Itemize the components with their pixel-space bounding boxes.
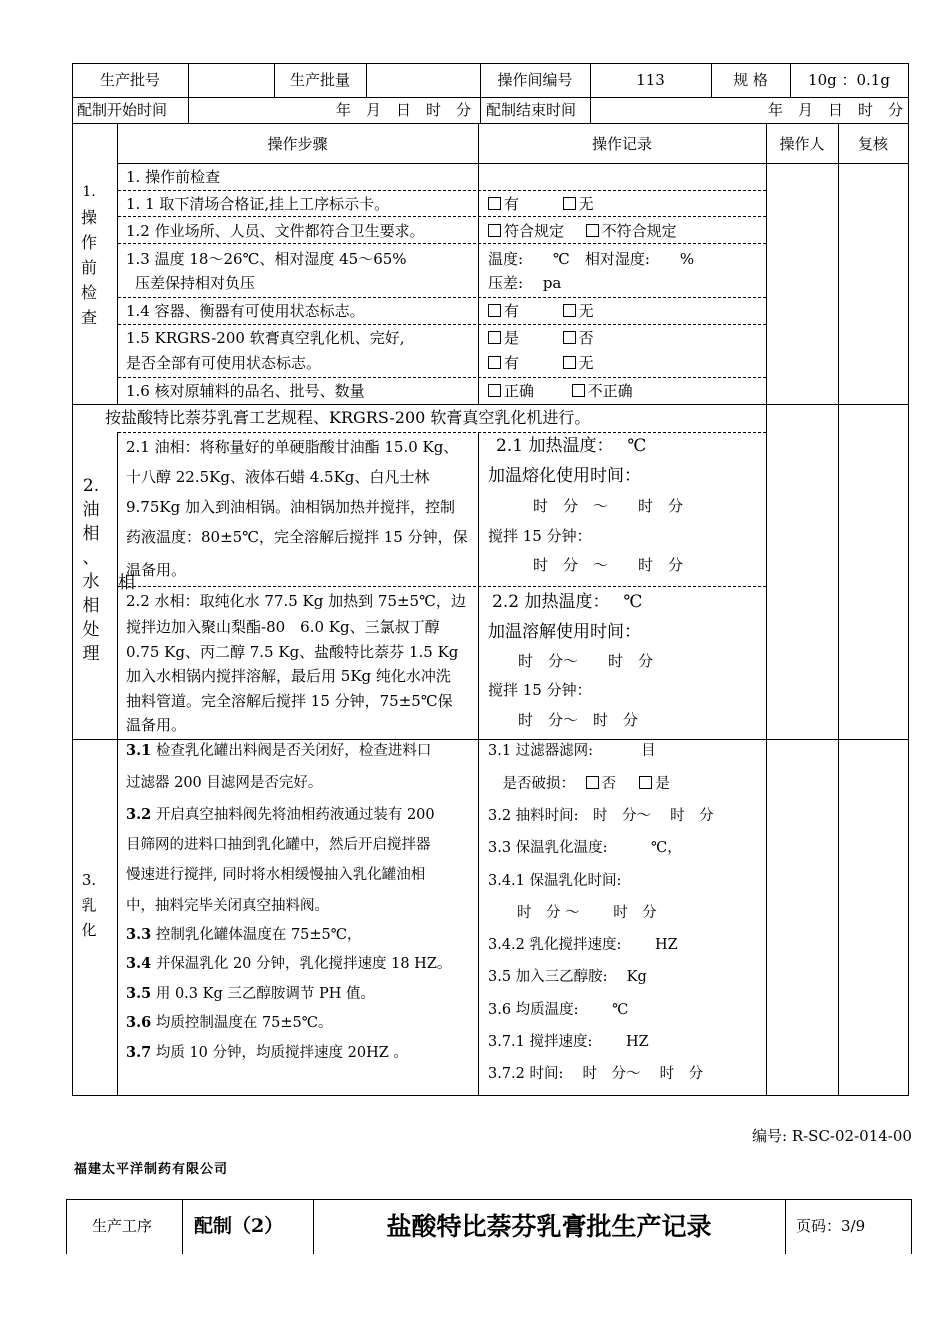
batch-qty-label: 生产批量 [289, 71, 350, 89]
oil-record-line: 时 分 ～ 时 分 [488, 497, 684, 515]
water-record-line: 加温溶解使用时间： [488, 622, 641, 642]
emulsify-record-line: 3.3 保温乳化温度: ℃， [488, 840, 682, 856]
step-1-1: 1. 1 取下清场合格证,挂上工序标示卡。 [126, 195, 390, 213]
water-record-line: 2.2 加热温度： ℃ [492, 592, 643, 612]
record-1-5-line2: 有 无 [488, 353, 594, 373]
emulsify-record-line: 3.4.2 乳化搅拌速度: HZ [488, 937, 678, 953]
record-1-4: 有 无 [488, 301, 594, 321]
document-number: 编号: R-SC-02-014-00 [752, 1127, 912, 1145]
reviewer-column-header: 复核 [857, 135, 888, 153]
start-time-label: 配制开始时间 [77, 101, 168, 119]
record-title: 盐酸特比萘芬乳膏批生产记录 [386, 1212, 712, 1241]
step-1-5-line1: 1.5 KRGRS-200 软膏真空乳化机、完好, [126, 329, 405, 347]
operator-column-header: 操作人 [779, 135, 825, 153]
record-1-5-line1: 是 否 [488, 328, 594, 348]
oil-step-line: 药液温度：80±5℃，完全溶解后搅拌 15 分钟，保 [126, 528, 468, 546]
end-time-value[interactable]: 年 月 日 时 分 [768, 101, 904, 119]
start-time-value[interactable]: 年 月 日 时 分 [336, 101, 472, 119]
emulsify-record-line: 3.4.1 保温乳化时间: [488, 873, 622, 889]
record-1-6: 正确 不正确 [488, 381, 633, 401]
oil-record-line: 时 分 ～ 时 分 [488, 556, 684, 574]
oil-step-line: 温备用。 [126, 561, 187, 579]
water-record-line: 搅拌 15 分钟： [488, 681, 592, 699]
water-record-line: 时 分～ 时 分 [488, 652, 654, 670]
checkbox-yes[interactable] [488, 331, 501, 344]
water-step-line: 抽料管道。完全溶解后搅拌 15 分钟，75±5℃保 [126, 692, 453, 710]
emulsify-step-line: 3.5 用 0.3 Kg 三乙醇胺调节 PH 值。 [126, 985, 375, 1002]
checkbox-compliant[interactable] [488, 224, 501, 237]
oil-record-line: 加温熔化使用时间： [488, 466, 641, 486]
record-1-2: 符合规定 不符合规定 [488, 221, 677, 241]
checkbox-noncompliant[interactable] [586, 224, 599, 237]
oil-record-line: 2.1 加热温度： ℃ [496, 436, 647, 456]
emulsify-step-line: 3.2 开启真空抽料阀先将油相药液通过装有 200 [126, 806, 435, 823]
emulsify-record-line: 是否破损： 否 是 [488, 776, 670, 792]
checkbox-yes[interactable] [488, 197, 501, 210]
step-1-3-line2: 压差保持相对负压 [135, 274, 256, 292]
water-step-line: 温备用。 [126, 716, 187, 734]
emulsify-step-line: 3.1 检查乳化罐出料阀是否关闭好，检查进料口 [126, 742, 432, 759]
page-number: 页码：3/9 [796, 1217, 866, 1235]
company-name: 福建太平洋制药有限公司 [74, 1162, 229, 1177]
process-value: 配制（2） [194, 1215, 284, 1237]
emulsify-step-line: 过滤器 200 目滤网是否完好。 [126, 775, 323, 791]
section3-title: 3. 乳 化 [81, 871, 97, 939]
emulsify-record-line: 3.2 抽料时间: 时 分～ 时 分 [488, 808, 714, 824]
emulsify-step-line: 3.7 均质 10 分钟，均质搅拌速度 20HZ 。 [126, 1044, 408, 1061]
checkbox-correct[interactable] [488, 384, 501, 397]
emulsify-record-line: 3.1 过滤器滤网: 目 [488, 743, 656, 759]
oil-step-line: 9.75Kg 加入到油相锅。油相锅加热并搅拌，控制 [126, 498, 455, 516]
step-1-4: 1.4 容器、衡器有可使用状态标志。 [126, 302, 365, 320]
record-1-3-line2[interactable]: 压差: pa [488, 274, 562, 292]
emulsify-record-line: 3.7.2 时间: 时 分～ 时 分 [488, 1066, 704, 1082]
end-time-label: 配制结束时间 [486, 101, 577, 119]
room-no-value: 113 [636, 71, 665, 89]
emulsify-step-line: 目筛网的进料口抽到乳化罐中，然后开启搅拌器 [126, 837, 431, 853]
section1-title: 1. 操 作 前 检 查 [80, 184, 97, 327]
step-1-3-line1: 1.3 温度 18～26℃、相对湿度 45～65% [126, 250, 407, 268]
emulsify-record-line: 3.7.1 搅拌速度: HZ [488, 1034, 649, 1050]
batch-no-label: 生产批号 [99, 71, 160, 89]
oil-step-line: 2.1 油相：将称量好的单硬脂酸甘油酯 15.0 Kg、 [126, 438, 459, 456]
spec-value: 10g ：0.1g [808, 71, 890, 89]
water-record-line: 时 分～ 时 分 [488, 711, 639, 729]
records-column-header: 操作记录 [591, 135, 652, 153]
emulsify-step-line: 慢速进行搅拌, 同时将水相缓慢抽入乳化罐油相 [126, 867, 426, 883]
steps-column-header: 操作步骤 [267, 135, 328, 153]
checkbox-no[interactable] [563, 304, 576, 317]
water-step-line: 2.2 水相：取纯化水 77.5 Kg 加热到 75±5℃，边 [126, 592, 466, 610]
checkbox-none[interactable] [563, 356, 576, 369]
water-step-line: 搅拌边加入聚山梨酯-80 6.0 Kg、三氯叔丁醇 [126, 618, 440, 636]
spec-label: 规 格 [733, 71, 768, 89]
checkbox-incorrect[interactable] [572, 384, 585, 397]
checkbox-yes[interactable] [488, 304, 501, 317]
process-label: 生产工序 [92, 1217, 153, 1235]
section2-title: 2. 油 相 、 水 相 处 理 [82, 476, 100, 664]
step-1-2: 1.2 作业场所、人员、文件都符合卫生要求。 [126, 222, 425, 240]
record-1-1: 有 无 [488, 194, 594, 214]
checkbox-no[interactable] [563, 197, 576, 210]
record-1-3-line1[interactable]: 温度: ℃ 相对湿度: % [488, 250, 695, 268]
oil-record-line: 搅拌 15 分钟： [488, 527, 592, 545]
emulsify-step-line: 3.4 并保温乳化 20 分钟，乳化搅拌速度 18 HZ。 [126, 955, 452, 972]
section2-intro: 按盐酸特比萘芬乳膏工艺规程、KRGRS-200 软膏真空乳化机进行。 [105, 408, 591, 427]
water-step-line: 0.75 Kg、丙二醇 7.5 Kg、盐酸特比萘芬 1.5 Kg [126, 643, 459, 661]
oil-step-line: 十八醇 22.5Kg、液体石蜡 4.5Kg、白凡士林 [126, 468, 430, 486]
emulsify-record-line: 3.6 均质温度: ℃ [488, 1002, 629, 1018]
water-step-line: 加入水相锅内搅拌溶解，最后用 5Kg 纯化水冲洗 [126, 667, 451, 685]
checkbox-no[interactable] [563, 331, 576, 344]
emulsify-step-line: 3.3 控制乳化罐体温度在 75±5℃， [126, 926, 362, 943]
checkbox-damaged[interactable] [639, 776, 652, 789]
step-1-5-line2: 是否全部有可使用状态标志。 [126, 354, 322, 372]
emulsify-record-line: 时 分 ～ 时 分 [488, 905, 657, 921]
emulsify-step-line: 3.6 均质控制温度在 75±5℃。 [126, 1014, 333, 1031]
room-no-label: 操作间编号 [497, 71, 573, 89]
checkbox-not-damaged[interactable] [586, 776, 599, 789]
step-1: 1. 操作前检查 [126, 168, 221, 186]
emulsify-step-line: 中，抽料完毕关闭真空抽料阀。 [126, 898, 329, 914]
emulsify-record-line: 3.5 加入三乙醇胺: Kg [488, 969, 647, 985]
step-1-6: 1.6 核对原辅料的品名、批号、数量 [126, 382, 365, 400]
checkbox-has[interactable] [488, 356, 501, 369]
section2-title-extra: 相 [118, 573, 135, 593]
